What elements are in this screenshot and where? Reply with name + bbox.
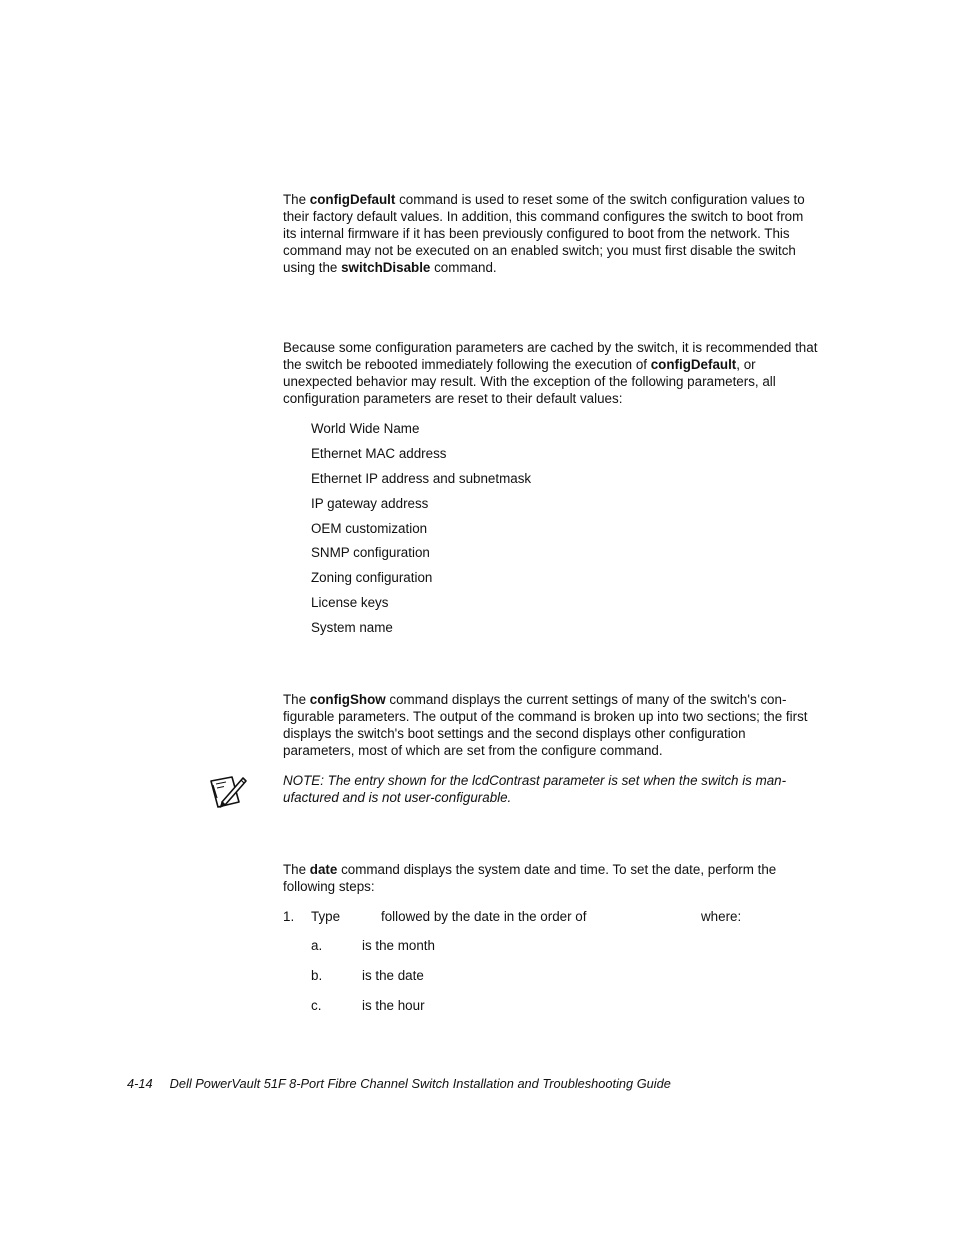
command-name-configshow: configShow xyxy=(309,692,386,707)
paragraph-text: command. xyxy=(430,260,497,275)
paragraph-text: command is used to reset some of the switch configuration values to their factory default values. In addition, this command configures the switch to boot from its internal firmware if it has been previously configured to boot from the network. This command may not be executed on an enabled switch; you must first disable the switch using the xyxy=(283,192,805,275)
substep-text: is the month xyxy=(362,938,435,953)
reboot-paragraph xyxy=(283,339,818,407)
substep-letter: c. xyxy=(311,998,322,1013)
date-paragraph xyxy=(283,861,818,895)
list-item: Ethernet IP address and subnetmask xyxy=(311,471,532,486)
paragraph-text: Because some configuration parameters are cached by the switch, it is recommended that the switch be rebooted immediately following the execution of xyxy=(283,340,818,372)
page-number: 4-14 xyxy=(127,1076,153,1091)
paragraph-text: The xyxy=(283,862,310,877)
paragraph-text: command displays the current settings of many of the switch's con-figurable parameters. The output of the command is broken up into two sections; the first displays the switch's boot settings and the second displays other configuration parameters, most of which are set from the configure command. xyxy=(283,692,808,758)
command-name-configdefault: configDefault xyxy=(309,192,396,207)
paragraph-text: The xyxy=(283,192,310,207)
list-item: Zoning configuration xyxy=(311,570,433,585)
substep-text: is the date xyxy=(362,968,424,983)
substep-letter: b. xyxy=(311,968,323,983)
list-item: License keys xyxy=(311,595,389,610)
configdefault-paragraph xyxy=(283,191,818,276)
list-item: OEM customization xyxy=(311,521,428,536)
command-name-configdefault: configDefault xyxy=(650,357,737,372)
step-followed-text: followed by the date in the order of xyxy=(381,909,587,924)
configshow-paragraph xyxy=(283,691,818,759)
list-item: SNMP configuration xyxy=(311,545,430,560)
list-item: Ethernet MAC address xyxy=(311,446,447,461)
command-name-switchdisable: switchDisable xyxy=(341,260,431,275)
note-text: NOTE: The entry shown for the lcdContrast parameter is set when the switch is man-ufactured and is not user-configurable. xyxy=(283,773,787,805)
note-pencil-icon xyxy=(208,772,248,812)
paragraph-text: command displays the system date and time. To set the date, perform the following steps: xyxy=(283,862,777,894)
list-item: System name xyxy=(311,620,393,635)
paragraph-text: The xyxy=(283,692,310,707)
step-where-text: where: xyxy=(701,909,742,924)
step-number: 1. xyxy=(283,909,295,924)
substep-letter: a. xyxy=(311,938,323,953)
step-type-word: Type xyxy=(311,909,341,924)
command-name-date: date xyxy=(309,862,338,877)
paragraph-text: , or unexpected behavior may result. With the exception of the following parameters, all configuration parameters are reset to their default values: xyxy=(283,357,776,406)
page-footer xyxy=(127,1075,671,1092)
list-item: World Wide Name xyxy=(311,421,420,436)
substep-text: is the hour xyxy=(362,998,425,1013)
document-title: Dell PowerVault 51F 8-Port Fibre Channel Switch Installation and Troubleshooting Guide xyxy=(169,1076,671,1091)
list-item: IP gateway address xyxy=(311,496,429,511)
